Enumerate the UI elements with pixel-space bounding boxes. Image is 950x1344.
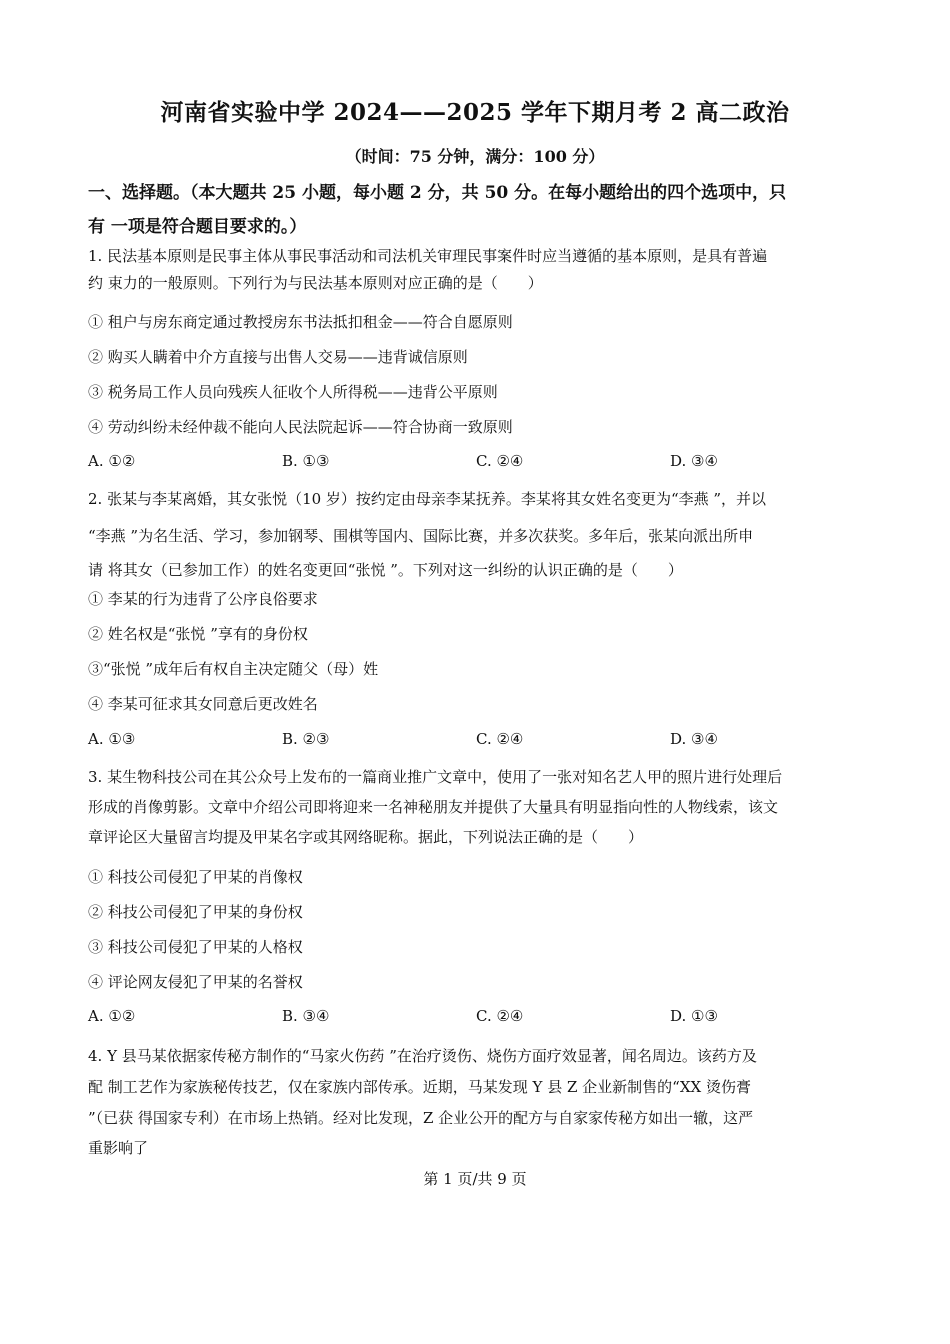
- exam-subtitle: （时间：75 分钟，满分：100 分）: [345, 147, 605, 166]
- q2-item: ① 李某的行为违背了公序良俗要求: [88, 590, 318, 608]
- q2-stem-line: 2. 张某与李某离婚，其女张悦（10 岁）按约定由母亲李某抚养。李某将其女姓名变更为“李燕 ”，并以: [88, 490, 767, 508]
- q3-option-d: D. ①③: [670, 1007, 718, 1025]
- q1-item: ④ 劳动纠纷未经仲裁不能向人民法院起诉——符合协商一致原则: [88, 418, 513, 436]
- q3-item: ④ 评论网友侵犯了甲某的名誉权: [88, 973, 303, 991]
- q3-item: ③ 科技公司侵犯了甲某的人格权: [88, 938, 303, 956]
- q1-option-d: D. ③④: [670, 452, 718, 470]
- q3-stem-line: 形成的肖像剪影。文章中介绍公司即将迎来一名神秘朋友并提供了大量具有明显指向性的人物线索，该文: [88, 798, 779, 816]
- exam-title: 河南省实验中学 2024——2025 学年下期月考 2 高二政治: [160, 99, 790, 126]
- q1-item: ① 租户与房东商定通过教授房东书法抵扣租金——符合自愿原则: [88, 313, 513, 331]
- section-heading: [88, 176, 868, 244]
- q4-stem-line: ”（已获 得国家专利）在市场上热销。经对比发现，Z 企业公开的配方与自家家传秘方如出一辙，这严: [88, 1109, 754, 1127]
- section-heading-line: 一、选择题。（本大题共 25 小题，每小题 2 分，共 50 分。在每小题给出的四个选项中，只: [88, 183, 787, 203]
- q3-stem-line: 章评论区大量留言均提及甲某名字或其网络昵称。据此，下列说法正确的是（ ）: [88, 828, 644, 846]
- q3-item: ② 科技公司侵犯了甲某的身份权: [88, 903, 303, 921]
- q2-stem-line: 请 将其女（已参加工作）的姓名变更回“张悦 ”。下列对这一纠纷的认识正确的是（ ）: [88, 561, 683, 579]
- q3-item: ① 科技公司侵犯了甲某的肖像权: [88, 868, 303, 886]
- q4-stem-line: 配 制工艺作为家族秘传技艺，仅在家族内部传承。近期，马某发现 Y 县 Z 企业新制售的“XX 烫伤膏: [88, 1078, 751, 1096]
- q2-item: ③“张悦 ”成年后有权自主决定随父（母）姓: [88, 660, 379, 678]
- q1-option-b: B. ①③: [282, 452, 330, 470]
- q1-option-c: C. ②④: [476, 452, 524, 470]
- q4-stem-line: 4. Y 县马某依据家传秘方制作的“马家火伤药 ”在治疗烫伤、烧伤方面疗效显著，闻名周边。该药方及: [88, 1047, 757, 1065]
- q2-stem-line: “李燕 ”为名生活、学习，参加钢琴、围棋等国内、国际比赛，并多次获奖。多年后，张某向派出所申: [88, 527, 754, 545]
- q2-item: ④ 李某可征求其女同意后更改姓名: [88, 695, 318, 713]
- q3-option-c: C. ②④: [476, 1007, 524, 1025]
- q2-option-c: C. ②④: [476, 730, 524, 748]
- section-heading-line: 有 一项是符合题目要求的。）: [88, 217, 307, 237]
- q1-item: ③ 税务局工作人员向残疾人征收个人所得税——违背公平原则: [88, 383, 498, 401]
- q2-option-b: B. ②③: [282, 730, 330, 748]
- q1-stem-line: 1. 民法基本原则是民事主体从事民事活动和司法机关审理民事案件时应当遵循的基本原则，是具有普遍: [88, 247, 768, 265]
- q1-option-a: A. ①②: [88, 452, 136, 470]
- q2-item: ② 姓名权是“张悦 ”享有的身份权: [88, 625, 308, 643]
- q1-stem-line: 约 束力的一般原则。下列行为与民法基本原则对应正确的是（ ）: [88, 274, 543, 292]
- q2-option-a: A. ①③: [88, 730, 136, 748]
- page-number: 第 1 页/共 9 页: [423, 1170, 527, 1188]
- q4-stem-line: 重影响了: [88, 1139, 149, 1157]
- q3-stem-line: 3. 某生物科技公司在其公众号上发布的一篇商业推广文章中，使用了一张对知名艺人甲的照片进行处理后: [88, 768, 783, 786]
- q3-option-a: A. ①②: [88, 1007, 136, 1025]
- q1-item: ② 购买人瞒着中介方直接与出售人交易——违背诚信原则: [88, 348, 468, 366]
- q3-option-b: B. ③④: [282, 1007, 330, 1025]
- q2-option-d: D. ③④: [670, 730, 718, 748]
